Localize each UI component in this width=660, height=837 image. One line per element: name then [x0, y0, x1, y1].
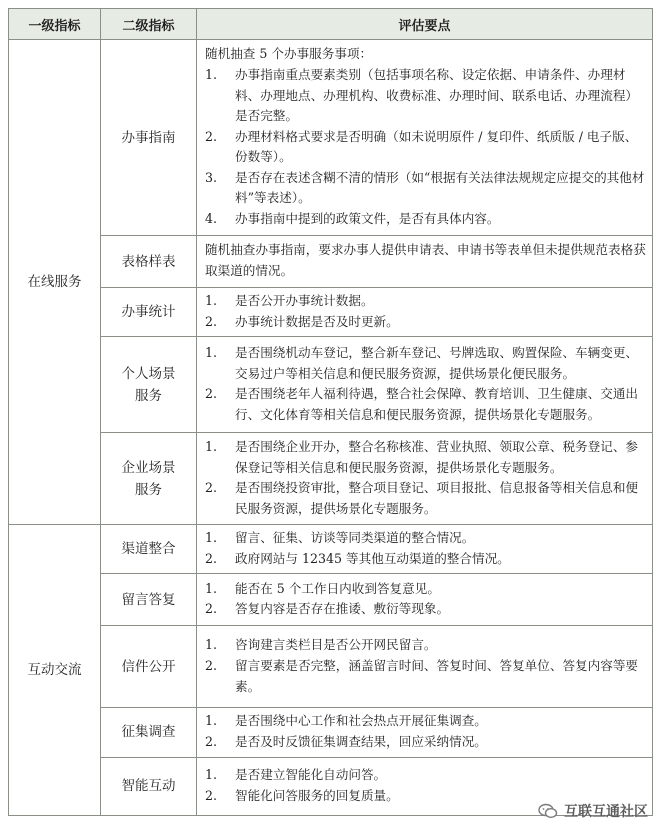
intro-text: 随机抽查办事指南，要求办事人提供申请表、申请书等表单但未提供规范表格获取渠道的情况。 [205, 242, 646, 278]
point-item [205, 343, 646, 384]
point-item [205, 127, 646, 168]
point-text: 智能化问答服务的回复质量。 [235, 787, 399, 803]
point-number: 1. [205, 530, 218, 546]
level2-label: 个人场景服务 [121, 365, 176, 404]
table-row [9, 574, 653, 626]
point-text: 是否存在表述含糊不清的情形（如“根据有关法律法规规定应提交的其他材料”等表述）。 [235, 169, 645, 206]
point-item [205, 579, 646, 600]
point-item [205, 635, 646, 656]
points-list [205, 291, 646, 332]
point-number: 2. [205, 386, 218, 402]
point-number: 2. [205, 787, 218, 803]
level2-label: 办事指南 [121, 129, 176, 146]
point-item [205, 656, 646, 697]
evaluation-points-cell [197, 525, 653, 574]
point-item [205, 384, 646, 425]
point-text: 留言要素是否完整，涵盖留言时间、答复时间、答复单位、答复内容等要素。 [235, 658, 638, 694]
level2-cell [101, 40, 197, 236]
table-row [9, 337, 653, 433]
point-number: 1. [205, 766, 218, 782]
level2-label: 企业场景服务 [121, 459, 176, 498]
points-list [205, 635, 646, 697]
header-level1: 一级指标 [9, 9, 101, 40]
point-number: 1. [205, 439, 218, 454]
point-number: 2. [205, 313, 218, 329]
header-level2: 二级指标 [101, 9, 197, 40]
point-text: 是否围绕老年人福利待遇，整合社会保障、教育培训、卫生健康、交通出行、文化体育等相关信息和便民服务资源，提供场景化专题服务。 [235, 386, 638, 422]
level2-label: 智能互动 [121, 778, 176, 795]
point-item [205, 209, 646, 230]
evaluation-table [8, 8, 653, 816]
point-text: 是否围绕机动车登记，整合新车登记、号牌选取、购置保险、车辆变更、交易过户等相关信息和便民服务资源，提供场景化便民服务。 [235, 345, 638, 381]
point-number: 1. [205, 345, 218, 360]
watermark-text: 互联互通社区 [564, 804, 648, 820]
point-text: 办事指南中提到的政策文件，是否有具体内容。 [235, 211, 500, 227]
point-item [205, 765, 646, 786]
points-list [205, 343, 646, 425]
point-text: 是否围绕中心工作和社会热点开展征集调查。 [235, 713, 487, 729]
point-number: 1. [205, 293, 218, 308]
level2-label: 渠道整合 [121, 541, 176, 558]
level2-cell [101, 433, 197, 525]
level2-label: 办事统计 [121, 304, 176, 321]
evaluation-points-cell [197, 574, 653, 626]
level2-label: 表格样表 [121, 253, 176, 270]
table-row [9, 626, 653, 708]
point-number: 1. [205, 713, 218, 729]
point-item [205, 312, 646, 333]
point-item [205, 437, 646, 478]
level2-cell [101, 757, 197, 815]
point-text: 咨询建言类栏目是否公开网民留言。 [235, 637, 437, 653]
table-row [9, 288, 653, 337]
point-text: 留言、征集、访谈等同类渠道的整合情况。 [235, 530, 475, 546]
points-list [205, 765, 646, 806]
point-number: 2. [205, 128, 218, 144]
evaluation-points-cell [197, 433, 653, 525]
point-number: 2. [205, 658, 218, 674]
level2-cell [101, 337, 197, 433]
point-text: 办事指南重点要素类别（包括事项名称、设定依据、申请条件、办理材料、办理地点、办理机构、收费标准、办理时间、联系电话、办理流程）是否完整。 [235, 66, 638, 124]
point-text: 是否及时反馈征集调查结果，回应采纳情况。 [235, 733, 487, 749]
points-list [205, 437, 646, 519]
table-row [9, 708, 653, 757]
point-item [205, 599, 646, 620]
evaluation-points-cell [197, 626, 653, 708]
table-row [9, 433, 653, 525]
point-text: 办事统计数据是否及时更新。 [235, 313, 399, 329]
evaluation-points-cell [197, 236, 653, 288]
header-points: 评估要点 [197, 9, 653, 40]
point-text: 能否在 5 个工作日内收到答复意见。 [235, 580, 440, 596]
point-number: 3. [205, 169, 218, 185]
point-number: 2. [205, 480, 218, 496]
point-text: 政府网站与 12345 等其他互动渠道的整合情况。 [235, 550, 510, 566]
point-item [205, 291, 646, 312]
level2-cell [101, 288, 197, 337]
level2-cell [101, 708, 197, 757]
point-item [205, 65, 646, 127]
table-row [9, 525, 653, 574]
evaluation-points-cell [197, 708, 653, 757]
watermark [538, 801, 648, 821]
point-number: 1. [205, 66, 218, 82]
point-number: 1. [205, 580, 218, 596]
level1-cell: 互动交流 [9, 525, 101, 815]
point-item [205, 711, 646, 732]
evaluation-points-cell [197, 40, 653, 236]
point-item [205, 528, 646, 549]
level1-cell: 在线服务 [9, 40, 101, 525]
level2-label: 信件公开 [121, 658, 176, 675]
table-row [9, 40, 653, 236]
point-text: 是否建立智能化自动问答。 [235, 766, 387, 782]
point-item [205, 478, 646, 519]
evaluation-points-cell [197, 337, 653, 433]
table-row [9, 236, 653, 288]
level2-cell [101, 626, 197, 708]
point-text: 办理材料格式要求是否明确（如未说明原件 / 复印件、纸质版 / 电子版、份数等）。 [235, 128, 638, 165]
points-list [205, 711, 646, 752]
evaluation-points-cell [197, 288, 653, 337]
points-list [205, 579, 646, 620]
points-list [205, 528, 646, 569]
point-text: 是否围绕投资审批，整合项目登记、项目报批、信息报备等相关信息和便民服务资源，提供场景化专题服务。 [235, 480, 638, 516]
level2-cell [101, 574, 197, 626]
point-text: 是否围绕企业开办，整合名称核准、营业执照、领取公章、税务登记、参保登记等相关信息和便民服务资源，提供场景化专题服务。 [235, 439, 638, 475]
intro-text: 随机抽查 5 个办事服务事项： [205, 46, 373, 62]
level2-label: 征集调查 [121, 724, 176, 741]
point-number: 1. [205, 637, 218, 653]
header-row [9, 9, 653, 40]
points-list [205, 65, 646, 230]
point-number: 2. [205, 550, 218, 566]
point-text: 是否公开办事统计数据。 [235, 293, 374, 308]
point-number: 4. [205, 211, 218, 227]
point-number: 2. [205, 601, 218, 617]
level2-cell [101, 525, 197, 574]
point-number: 2. [205, 733, 218, 749]
level2-label: 留言答复 [121, 591, 176, 608]
point-item [205, 549, 646, 570]
wechat-icon [538, 803, 558, 819]
point-text: 答复内容是否存在推诿、敷衍等现象。 [235, 601, 450, 617]
point-item [205, 168, 646, 209]
point-item [205, 732, 646, 753]
level2-cell [101, 236, 197, 288]
